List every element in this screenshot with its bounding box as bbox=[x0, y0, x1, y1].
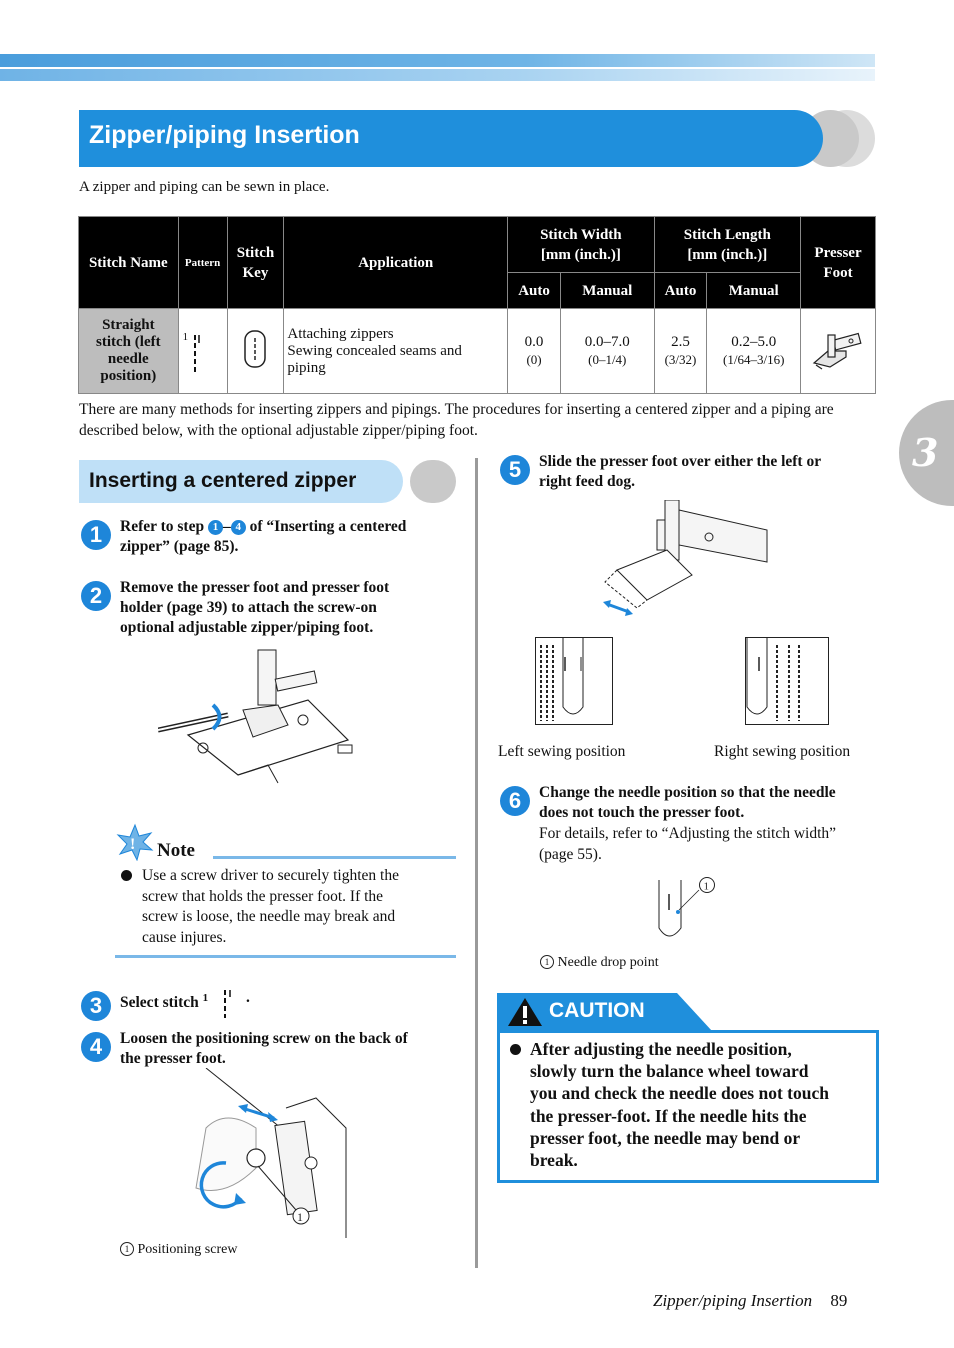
presser-foot-cell bbox=[801, 309, 876, 394]
note-rule-bottom bbox=[115, 955, 456, 958]
positioning-screw-caption: 1 Positioning screw bbox=[120, 1242, 237, 1258]
section-title: Inserting a centered zipper bbox=[89, 469, 357, 492]
left-sewing-position-diagram bbox=[535, 637, 613, 725]
pattern-number: 1 bbox=[182, 331, 189, 343]
right-sewing-position-diagram bbox=[745, 637, 829, 725]
width-manual-cell: 0.0–7.0 (0–1/4) bbox=[560, 309, 654, 394]
header-stripe-top bbox=[0, 54, 875, 67]
step-1-text: Refer to step 1 – 4 of “Inserting a centered zipper” (page 85). bbox=[120, 518, 407, 555]
col-pattern: Pattern bbox=[178, 217, 227, 309]
step-number-2: 2 bbox=[81, 581, 111, 611]
callout-number: 1 bbox=[120, 1242, 134, 1256]
stitch-name-cell: Straight stitch (left needle position) bbox=[79, 309, 179, 394]
svg-text:!: ! bbox=[130, 836, 136, 853]
description-paragraph: There are many methods for inserting zippers and pipings. The procedures for inserting a centered zipper and a piping are described below, with the optional adjustable zipper/piping foot. bbox=[79, 401, 834, 439]
step-2-text: Remove the presser foot and presser foot holder (page 39) to attach the screw-on optional adjustable zipper/piping foot. bbox=[120, 579, 390, 636]
chapter-number: 3 bbox=[912, 430, 939, 475]
step-3-text: Select stitch $^1$ bbox=[120, 992, 209, 1012]
step-number-4: 4 bbox=[81, 1032, 111, 1062]
zipper-foot-icon bbox=[806, 327, 870, 371]
needle-drop-illustration bbox=[655, 876, 719, 944]
page-footer bbox=[653, 1291, 847, 1311]
warning-icon bbox=[507, 997, 543, 1027]
application-cell: Attaching zippers Sewing concealed seams and piping bbox=[284, 309, 508, 394]
step-ref-badge: 4 bbox=[231, 520, 246, 535]
step-number-3: 3 bbox=[81, 991, 111, 1021]
attach-foot-illustration bbox=[158, 645, 358, 785]
table-row bbox=[79, 309, 876, 394]
zipper-foot-slide-illustration bbox=[597, 500, 777, 620]
column-divider bbox=[475, 458, 478, 1268]
needle-drop-caption: 1 Needle drop point bbox=[540, 955, 659, 971]
section-banner-decoration bbox=[410, 460, 456, 503]
col-width-manual: Manual bbox=[560, 273, 654, 309]
note-icon bbox=[115, 823, 155, 861]
positioning-screw-illustration bbox=[186, 1068, 356, 1238]
col-presser-foot: Presser Foot bbox=[801, 217, 876, 309]
col-length-manual: Manual bbox=[707, 273, 801, 309]
stitch-key-cell bbox=[227, 309, 284, 394]
step-4-text: Loosen the positioning screw on the back of the presser foot. bbox=[120, 1030, 408, 1067]
note-bullet bbox=[121, 870, 132, 881]
page-number: 89 bbox=[830, 1291, 848, 1310]
stitch-key-icon bbox=[242, 329, 268, 369]
pattern-cell bbox=[178, 309, 227, 394]
callout-number: 1 bbox=[703, 880, 709, 893]
left-position-label: Left sewing position bbox=[498, 743, 626, 760]
straight-stitch-icon bbox=[193, 335, 201, 373]
callout-number: 1 bbox=[540, 955, 554, 969]
caution-text: After adjusting the needle position, slowly turn the balance wheel toward you and check the needle does not touch the presser-foot. If the needle hits the presser foot, the needle may bend or break. bbox=[530, 1039, 829, 1171]
note-text: Use a screw driver to securely tighten the screw that holds the presser foot. If the screw is loose, the needle may break and cause injures. bbox=[142, 867, 399, 946]
length-manual-cell: 0.2–5.0 (1/64–3/16) bbox=[707, 309, 801, 394]
step-number-5: 5 bbox=[500, 455, 530, 485]
col-stitch-key: Stitch Key bbox=[227, 217, 284, 309]
col-length-auto: Auto bbox=[654, 273, 707, 309]
stitch-table bbox=[78, 216, 876, 394]
col-width-auto: Auto bbox=[508, 273, 561, 309]
step-number-6: 6 bbox=[500, 786, 530, 816]
step-5-text: Slide the presser foot over either the left or right feed dog. bbox=[539, 453, 822, 490]
col-stitch-width: Stitch Width [mm (inch.)] bbox=[508, 217, 654, 273]
right-position-label: Right sewing position bbox=[714, 743, 851, 760]
col-stitch-name: Stitch Name bbox=[79, 217, 179, 309]
header-stripe-bottom bbox=[0, 69, 875, 81]
step-number-1: 1 bbox=[81, 520, 111, 550]
caution-bullet bbox=[510, 1044, 521, 1055]
step-3-period: . bbox=[246, 989, 250, 1006]
width-auto-cell: 0.0 (0) bbox=[508, 309, 561, 394]
length-auto-cell: 2.5 (3/32) bbox=[654, 309, 707, 394]
col-stitch-length: Stitch Length [mm (inch.)] bbox=[654, 217, 800, 273]
note-rule bbox=[213, 856, 456, 859]
step-6-text: Change the needle position so that the needle does not touch the presser foot. bbox=[539, 784, 836, 821]
footer-section-title: Zipper/piping Insertion bbox=[653, 1291, 813, 1310]
caution-title: CAUTION bbox=[549, 999, 645, 1022]
note-title: Note bbox=[157, 840, 195, 861]
straight-stitch-icon bbox=[222, 990, 232, 1018]
page-title: Zipper/piping Insertion bbox=[89, 121, 360, 149]
step-6-detail: For details, refer to “Adjusting the stitch width” (page 55). bbox=[539, 825, 837, 863]
col-application: Application bbox=[284, 217, 508, 309]
intro-text: A zipper and piping can be sewn in place. bbox=[79, 179, 330, 195]
step-ref-badge: 1 bbox=[208, 520, 223, 535]
callout-number: 1 bbox=[297, 1210, 303, 1224]
